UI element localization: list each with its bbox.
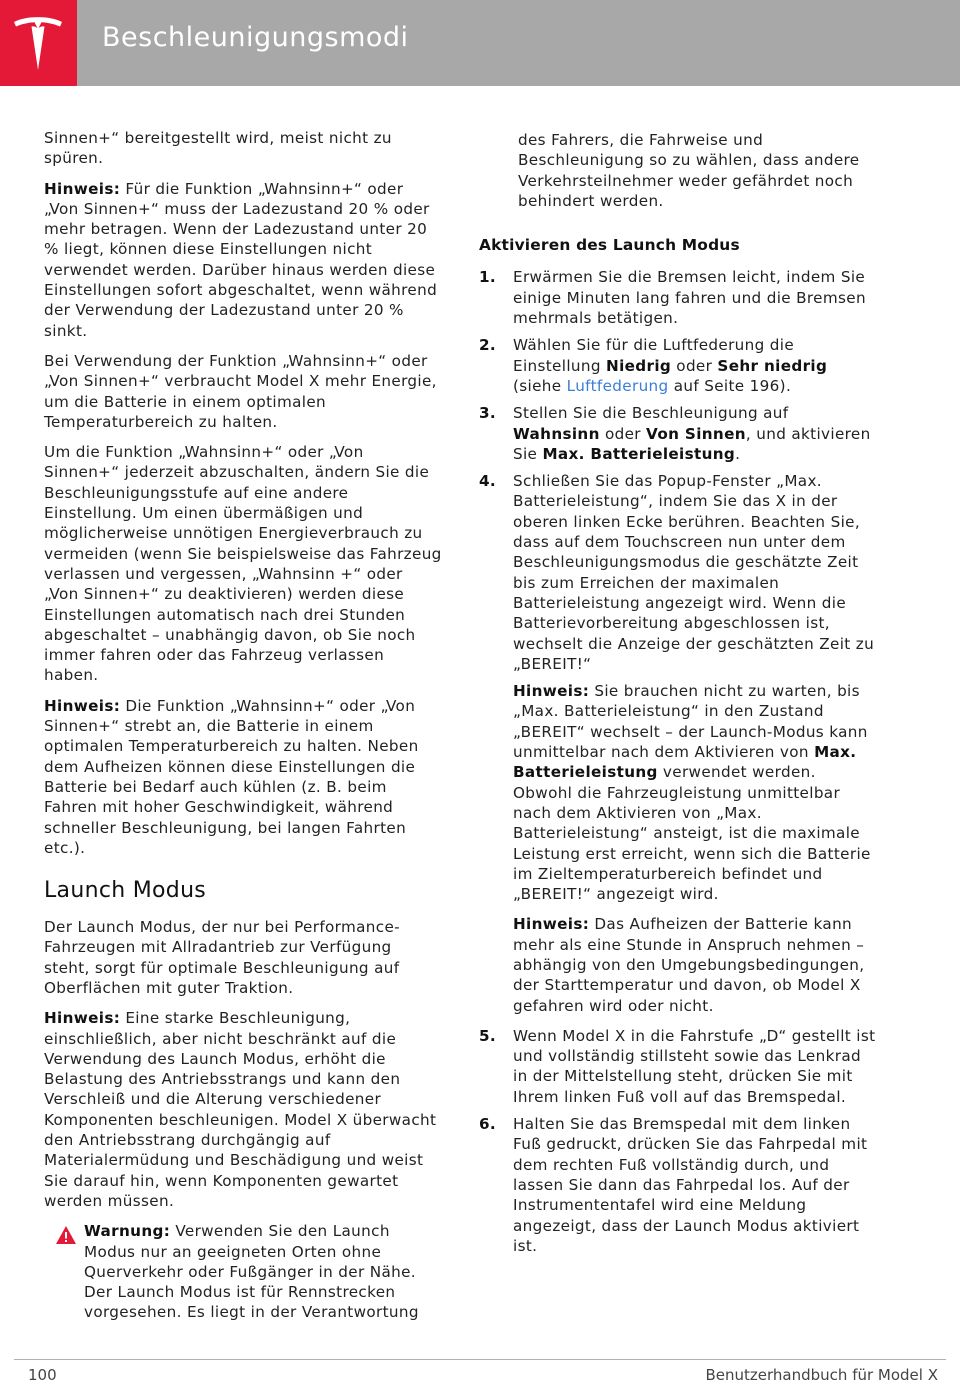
paragraph: Um die Funktion „Wahnsinn+“ oder „Von Sinnen+“ jederzeit abzuschalten, ändern Sie die Beschleunigungsstufe auf eine andere Einstellung. Um einen übermäßigen und möglicherweise unnötigen Energieverbrauch zu vermeiden (wenn Sie beispielsweise das Fahrzeug verlassen und vergessen, „Wahnsinn +“ oder „Von Sinnen+“ zu deaktivieren) werden diese Einstellungen automatisch nach drei Stunden abgeschaltet – unabhängig davon, ob Sie noch immer fahren oder das Fahrzeug verlassen haben. — [44, 443, 442, 685]
setting-name: Von Sinnen — [646, 424, 746, 443]
steps-list — [479, 267, 879, 1256]
step-text: . — [735, 444, 741, 463]
warning-text: Verwenden Sie den Launch Modus nur an geeigneten Orten ohne Querverkehr oder Fußgänger in der Nähe. Der Launch Modus ist für Rennstrecken vorgesehen. Es liegt in der Verantwortung — [84, 1222, 419, 1322]
note — [44, 696, 442, 858]
tesla-logo-icon — [12, 14, 64, 72]
warning-continuation: des Fahrers, die Fahrweise und Beschleunigung so zu wählen, dass andere Verkehrsteilnehmer weder gefährdet noch behindert werden. — [518, 131, 860, 210]
footer-divider — [14, 1359, 946, 1360]
page-number: 100 — [28, 1366, 57, 1384]
step-text: oder — [671, 356, 718, 375]
step-number: 3. — [479, 404, 497, 423]
brand-logo — [0, 0, 77, 86]
note-label: Hinweis: — [513, 915, 590, 934]
section-heading-launch-modus: Launch Modus — [44, 878, 207, 904]
note-label: Hinweis: — [44, 696, 121, 715]
luftfederung-link[interactable]: Luftfederung — [566, 376, 669, 395]
note — [479, 681, 879, 904]
setting-name: Max. Batterieleistung — [513, 743, 857, 782]
step-text: Wenn Model X in die Fahrstufe „D“ gestellt ist und vollständig stillsteht sowie das Lenkrad in der Mittelstellung steht, drücken Sie mit Ihrem linken Fuß voll auf das Bremspedal. — [513, 1026, 876, 1106]
step-text: auf Seite 196). — [668, 376, 792, 395]
setting-name: Niedrig — [606, 356, 672, 375]
note-text: Eine starke Beschleunigung, einschließlich, aber nicht beschränkt auf die Verwendung des Launch Modus, erhöht die Belastung des Antriebsstrangs und kann den Verschleiß und die Alterung verschiedener Komponenten beschleunigen. Model X überwacht den Antriebsstrang durchgängig auf Materialermüdung und Beschädigung und weist Sie darauf hin, wenn Komponenten gewartet werden müssen. — [44, 1009, 437, 1210]
list-item — [479, 471, 879, 674]
step-text: Schließen Sie das Popup-Fenster „Max. Batterieleistung“, indem Sie das X in der oberen linken Ecke berühren. Beachten Sie, dass auf dem Touchscreen nun unter dem Beschleunigungsmodus die geschätzte Zeit bis zum Erreichen der maximalen Batterieleistung angezeigt wird. Wenn die Batterievorbereitung abgeschlossen ist, wechselt die Anzeige der geschätzten Zeit zu „BEREIT!“ — [513, 472, 875, 673]
header-title: Beschleunigungsmodi — [102, 22, 409, 53]
setting-name: Wahnsinn — [513, 424, 600, 443]
step-text: oder — [599, 424, 647, 443]
note-text: Das Aufheizen der Batterie kann mehr als eine Stunde in Anspruch nehmen – abhängig von den Umgebungsbedingungen, der Starttemperatur und davon, ob Model X gefahren wird oder nicht. — [513, 915, 865, 1015]
step-text: , und aktivieren Sie — [513, 424, 871, 463]
step-number: 2. — [479, 336, 497, 355]
warning-label: Warnung: — [84, 1222, 171, 1241]
footer-title: Benutzerhandbuch für Model X — [705, 1366, 938, 1384]
setting-name: Sehr niedrig — [717, 356, 828, 375]
step-number: 1. — [479, 268, 497, 287]
note-text: Für die Funktion „Wahnsinn+“ oder „Von Sinnen+“ muss der Ladezustand 20 % oder mehr betragen. Wenn der Ladezustand unter 20 % liegt, können diese Einstellungen nicht verwendet werden. Darüber hinaus werden diese Einstellungen sofort abgeschaltet, wenn während der Verwendung der Ladezustand unter 20 % sinkt. — [44, 179, 438, 340]
warning-box — [44, 1221, 442, 1322]
step-text: Wählen Sie für die Luftfederung die Einstellung — [513, 336, 795, 375]
list-item — [479, 335, 879, 396]
note — [44, 179, 442, 341]
step-text: Stellen Sie die Beschleunigung auf — [513, 404, 789, 423]
paragraph: Der Launch Modus, der nur bei Performance-Fahrzeugen mit Allradantrieb zur Verfügung steht, sorgt für optimale Beschleunigung auf Oberflächen mit guter Traktion. — [44, 918, 400, 997]
step-number: 5. — [479, 1026, 497, 1045]
step-number: 4. — [479, 472, 497, 491]
step-text: Erwärmen Sie die Bremsen leicht, indem Sie einige Minuten lang fahren und die Bremsen mehrmals betätigen. — [513, 268, 866, 328]
page-header — [0, 0, 960, 86]
note-label: Hinweis: — [44, 179, 121, 198]
note-text: Die Funktion „Wahnsinn+“ oder „Von Sinnen+“ strebt an, die Batterie in einem optimalen Temperaturbereich zu halten. Neben dem Aufheizen können diese Einstellungen die Batterie bei Bedarf auch kühlen (z. B. beim Fahren mit hoher Geschwindigkeit, während schneller Beschleunigung, bei langen Fahrten etc.). — [44, 696, 419, 857]
paragraph: Sinnen+“ bereitgestellt wird, meist nicht zu spüren. — [44, 129, 392, 168]
step-number: 6. — [479, 1115, 497, 1134]
note-text: Sie brauchen nicht zu warten, bis „Max. Batterieleistung“ in den Zustand „BEREIT“ wechselt – der Launch-Modus kann unmittelbar nach dem Aktivieren von — [513, 682, 868, 762]
note — [479, 914, 879, 1015]
right-column — [479, 130, 879, 1263]
subheading-aktivieren: Aktivieren des Launch Modus — [479, 236, 740, 255]
step-text: (siehe — [513, 376, 567, 395]
note-label: Hinweis: — [44, 1009, 121, 1028]
warning-icon — [55, 1225, 77, 1245]
list-item — [479, 267, 879, 328]
list-item — [479, 1114, 879, 1256]
setting-name: Max. Batterieleistung — [542, 444, 736, 463]
step-text: Halten Sie das Bremspedal mit dem linken Fuß gedruckt, drücken Sie das Fahrpedal mit dem rechten Fuß vollständig durch, und lassen Sie dann das Fahrpedal los. Auf der Instrumententafel wird eine Meldung angezeigt, dass der Launch Modus aktiviert ist. — [513, 1115, 868, 1255]
left-column — [44, 128, 442, 1323]
paragraph: Bei Verwendung der Funktion „Wahnsinn+“ oder „Von Sinnen+“ verbraucht Model X mehr Energie, um die Batterie in einem optimalen Temperaturbereich zu halten. — [44, 351, 437, 431]
list-item — [479, 1026, 879, 1107]
note — [44, 1008, 442, 1211]
list-item — [479, 403, 879, 464]
note-text: verwendet werden. Obwohl die Fahrzeugleistung unmittelbar nach dem Aktivieren von „Max. Batterieleistung“ ansteigt, ist die maximale Leistung erst erreicht, wenn sich die Batterie im Zieltemperaturbereich befindet und „BEREIT!“ angezeigt wird. — [513, 763, 871, 904]
note-label: Hinweis: — [513, 682, 590, 701]
